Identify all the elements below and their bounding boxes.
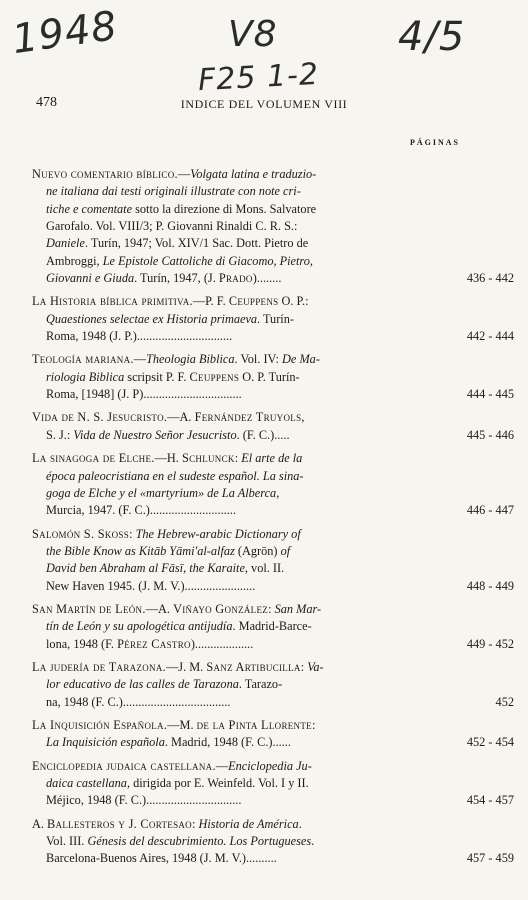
entry-page-range: 442 - 444 bbox=[466, 329, 514, 344]
entry-text bbox=[32, 717, 420, 752]
entry-line: daica castellana, dirigida por E. Weinfeld. Vol. I y II. bbox=[46, 776, 309, 790]
entry-line: Vol. III. Génesis del descubrimiento. Los Portugueses. bbox=[46, 834, 315, 849]
entry-text bbox=[32, 166, 420, 287]
running-title: INDICE DEL VOLUMEN VIII bbox=[180, 97, 348, 111]
entry-page-range: 452 - 454 bbox=[466, 735, 514, 750]
entry-page-range: 448 - 449 bbox=[466, 578, 514, 593]
entry-page-range: 436 - 442 bbox=[466, 271, 514, 286]
entry-line: Teología mariana.—Theologia Biblica. Vol. IV: De Ma- bbox=[32, 352, 320, 367]
index-entry bbox=[0, 450, 528, 519]
index-entry bbox=[0, 758, 528, 810]
entry-line: La judería de Tarazona.—J. M. Sanz Artibucilla: Va- bbox=[32, 659, 324, 674]
index-entry bbox=[0, 816, 528, 868]
handwritten-year: 1948 bbox=[9, 2, 121, 64]
entry-text bbox=[32, 293, 420, 345]
entry-line: Ambroggi, Le Epistole Cattoliche di Giacomo, Pietro, bbox=[46, 253, 313, 268]
entry-page-range: 446 - 447 bbox=[466, 503, 514, 518]
index-entry bbox=[0, 659, 528, 711]
entry-line: Méjico, 1948 (F. C.)............................... bbox=[46, 793, 242, 808]
entry-line: na, 1948 (F. C.)................................... bbox=[46, 694, 231, 709]
entry-page-range: 454 - 457 bbox=[466, 793, 514, 808]
pages-column-heading: PÁGINAS bbox=[410, 138, 461, 147]
handwritten-reference: F25 1-2 bbox=[197, 56, 320, 99]
entry-line: New Haven 1945. (J. M. V.)....................... bbox=[46, 578, 256, 593]
entry-line: época paleocristiana en el sudeste español. La sina- bbox=[46, 468, 304, 483]
entry-page-range: 452 bbox=[495, 694, 514, 709]
entry-line: Garofalo. Vol. VIII/3; P. Giovanni Rinaldi C. R. S.: bbox=[46, 219, 298, 234]
entry-page-range: 445 - 446 bbox=[466, 427, 514, 442]
entry-line: San Martín de León.—A. Viñayo González: San Mar- bbox=[32, 601, 322, 616]
entry-line: lor educativo de las calles de Tarazona. Tarazo- bbox=[46, 677, 283, 692]
entry-line: the Bible Know as Kitāb Yāmi'al-alfaz (Agrōn) of bbox=[46, 543, 291, 558]
entry-line: S. J.: Vida de Nuestro Señor Jesucristo. (F. C.)..... bbox=[46, 427, 290, 442]
entry-line: La Inquisición Española.—M. de la Pinta Llorente: bbox=[32, 717, 316, 732]
entry-page-range: 444 - 445 bbox=[466, 387, 514, 402]
entry-text bbox=[32, 526, 420, 595]
entry-line: Vida de N. S. Jesucristo.—A. Fernández Truyols, bbox=[32, 410, 305, 425]
entry-page-range: 449 - 452 bbox=[466, 636, 514, 651]
entry-text bbox=[32, 351, 420, 403]
entry-line: Giovanni e Giuda. Turín, 1947, (J. Prado)........ bbox=[46, 271, 282, 286]
index-entry bbox=[0, 166, 528, 287]
entry-text bbox=[32, 450, 420, 519]
entry-line: goga de Elche y el «martyrium» de La Alberca, bbox=[46, 485, 280, 500]
index-entries bbox=[0, 166, 528, 874]
entry-line: La Historia bíblica primitiva.—P. F. Ceuppens O. P.: bbox=[32, 294, 309, 309]
index-entry bbox=[0, 293, 528, 345]
entry-line: ne italiana dai testi originali illustrate con note cri- bbox=[46, 184, 301, 199]
index-entry bbox=[0, 351, 528, 403]
handwritten-fraction: 4/5 bbox=[398, 14, 466, 60]
entry-text bbox=[32, 659, 420, 711]
entry-text bbox=[32, 409, 420, 444]
entry-line: David ben Abraham al Fāsī, the Karaite, vol. II. bbox=[46, 561, 285, 576]
entry-line: A. Ballesteros y J. Cortesao: Historia de América. bbox=[32, 816, 302, 831]
entry-line: Barcelona-Buenos Aires, 1948 (J. M. V.).......... bbox=[46, 851, 277, 866]
page-number: 478 bbox=[36, 95, 57, 110]
entry-line: La Inquisición española. Madrid, 1948 (F. C.)...... bbox=[46, 735, 291, 750]
entry-text bbox=[32, 758, 420, 810]
index-entry bbox=[0, 601, 528, 653]
entry-line: tiche e comentate sotto la direzione di Mons. Salvatore bbox=[46, 201, 317, 216]
entry-line: Daniele. Turín, 1947; Vol. XIV/1 Sac. Dott. Pietro de bbox=[46, 236, 309, 251]
entry-line: Quaestiones selectae ex Historia primaeva. Turín- bbox=[46, 311, 294, 326]
entry-text bbox=[32, 601, 420, 653]
entry-line: La sinagoga de Elche.—H. Schlunck: El arte de la bbox=[32, 451, 303, 466]
entry-line: Salomón S. Skoss: The Hebrew-arabic Dictionary of bbox=[32, 526, 301, 541]
entry-line: tín de León y su apologética antijudía. Madrid-Barce- bbox=[46, 619, 312, 634]
handwritten-volume: V8 bbox=[228, 14, 278, 55]
entry-line: lona, 1948 (F. Pérez Castro)................... bbox=[46, 636, 254, 651]
index-entry bbox=[0, 409, 528, 444]
entry-page-range: 457 - 459 bbox=[466, 851, 514, 866]
index-entry bbox=[0, 717, 528, 752]
entry-line: Nuevo comentario bíblico.—Volgata latina e traduzio- bbox=[32, 167, 317, 181]
entry-text bbox=[32, 816, 420, 868]
entry-line: Enciclopedia judaica castellana.—Enciclopedia Ju- bbox=[32, 758, 312, 773]
index-entry bbox=[0, 526, 528, 595]
entry-line: Murcia, 1947. (F. C.)............................ bbox=[46, 503, 236, 518]
entry-line: Roma, 1948 (J. P.)............................... bbox=[46, 329, 233, 344]
entry-line: Roma, [1948] (J. P)................................ bbox=[46, 387, 242, 402]
entry-line: riologia Biblica scripsit P. F. Ceuppens O. P. Turín- bbox=[46, 369, 300, 384]
